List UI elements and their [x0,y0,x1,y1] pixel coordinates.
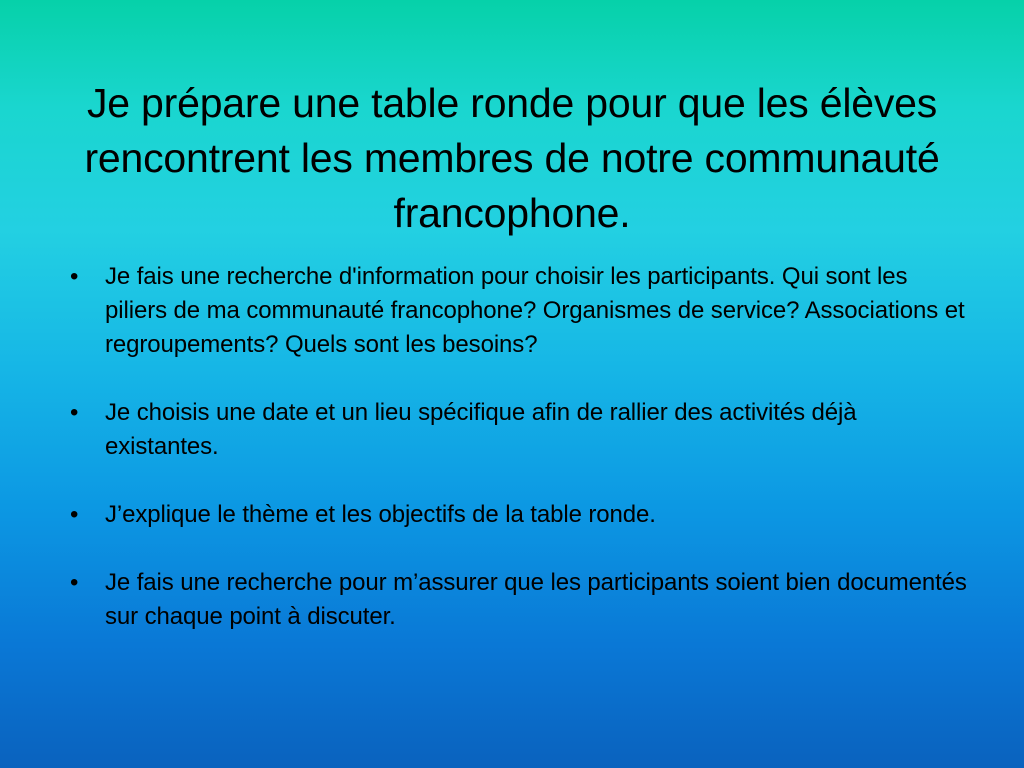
bullet-text: Je choisis une date et un lieu spécifique afin de rallier des activités déjà existantes. [105,399,857,460]
bullet-icon: • [70,501,79,528]
bullet-item [62,396,972,464]
bullet-icon: • [70,399,79,426]
bullet-icon: • [70,569,79,596]
bullet-text: Je fais une recherche pour m’assurer que les participants soient bien documentés sur chaque point à discuter. [105,569,967,630]
bullet-icon: • [70,263,79,290]
bullet-text: J’explique le thème et les objectifs de la table ronde. [105,501,656,528]
bullet-item [62,566,972,634]
bullet-item [62,498,972,532]
bullet-text: Je fais une recherche d'information pour choisir les participants. Qui sont les piliers de ma communauté francophone? Organismes de service? Associations et regroupements? Quels sont les besoins? [105,263,965,358]
bullet-list [62,260,972,634]
bullet-item [62,260,972,362]
slide-title: Je prépare une table ronde pour que les élèves rencontrent les membres de notre communauté francophone. [84,80,940,236]
